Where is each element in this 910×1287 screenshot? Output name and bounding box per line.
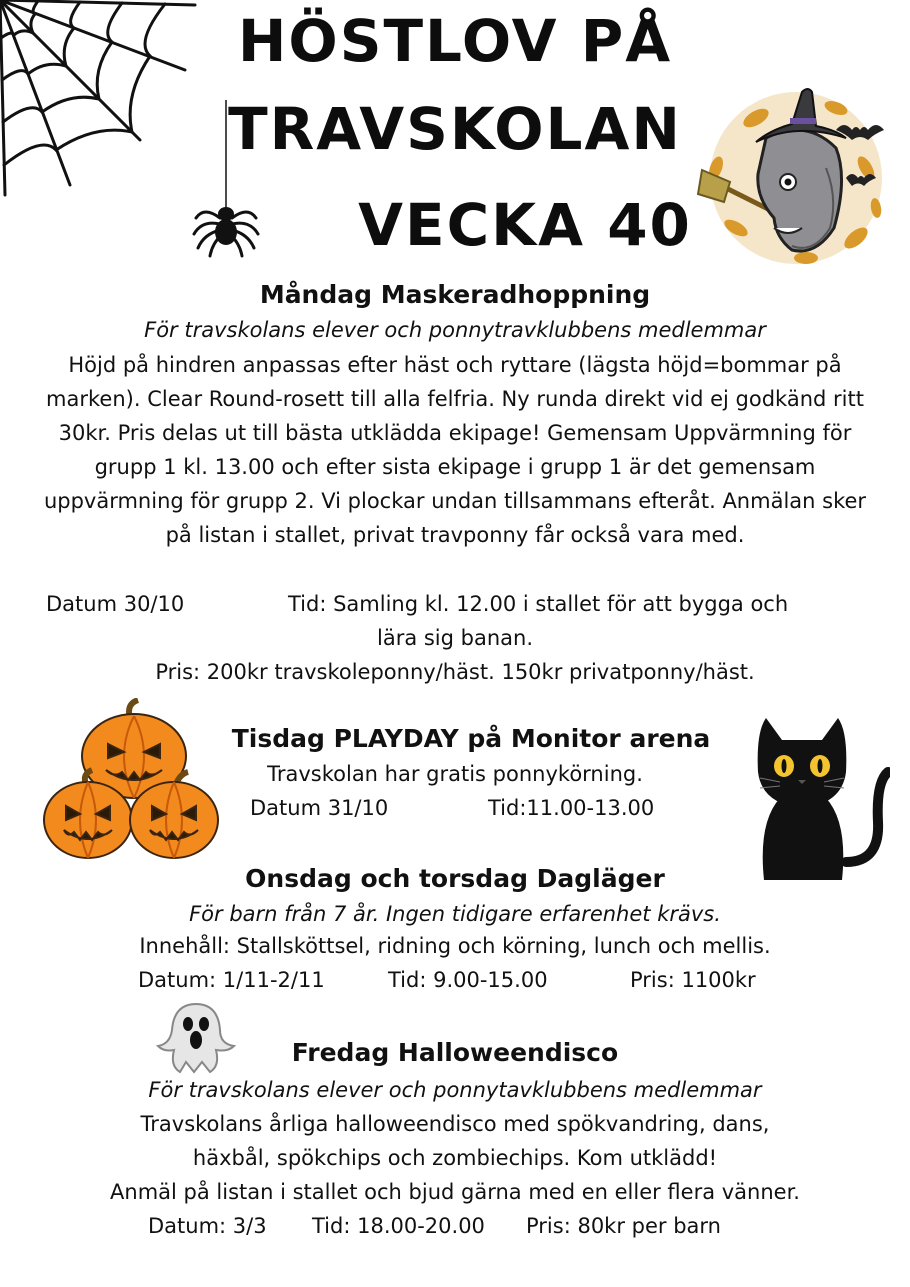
tuesday-time: Tid:11.00-13.00 [488, 796, 655, 820]
witch-horse-icon [696, 78, 892, 270]
monday-price: Pris: 200kr travskoleponny/häst. 150kr privatponny/häst. [155, 660, 755, 684]
monday-date: Datum 30/10 [46, 592, 185, 616]
friday-body-line1: Travskolans årliga halloweendisco med spökvandring, dans, [140, 1112, 770, 1136]
wednesday-price: Pris: 1100kr [630, 968, 756, 992]
monday-heading: Måndag Maskeradhoppning [259, 280, 651, 309]
friday-date: Datum: 3/3 [148, 1214, 267, 1238]
wednesday-date: Datum: 1/11-2/11 [138, 968, 325, 992]
tuesday-heading: Tisdag PLAYDAY på Monitor arena [231, 724, 711, 753]
wednesday-time: Tid: 9.00-15.00 [388, 968, 548, 992]
black-cat-icon [750, 712, 890, 882]
wednesday-body: Innehåll: Stallsköttsel, ridning och körning, lunch och mellis. [139, 934, 771, 958]
friday-body-line3: Anmäl på listan i stallet och bjud gärna med en eller flera vänner. [110, 1180, 800, 1204]
monday-time-line2: lära sig banan. [376, 626, 534, 650]
monday-body: Höjd på hindren anpassas efter häst och ryttare (lägsta höjd=bommar på marken). Clear Round-rosett till alla felfria. Ny runda direkt vid ej godkänd ritt 30kr. Pris delas ut till bästa utklädda ekipage! Gemensam Uppvärmning för grupp 1 kl. 13.00 och efter sista ekipage i grupp 1 är det gemensam uppvärmning för grupp 2. Vi plockar undan tillsammans efteråt. Anmälan sker på listan i stallet, privat travponny får också vara med. [43, 353, 867, 547]
wednesday-heading: Onsdag och torsdag Dagläger [245, 864, 665, 893]
friday-price: Pris: 80kr per barn [526, 1214, 721, 1238]
title-line-1: HÖSTLOV PÅ [237, 7, 673, 75]
title-line-3: VECKA 40 [358, 191, 692, 259]
title-line-2: TRAVSKOLAN [228, 95, 682, 163]
tuesday-date: Datum 31/10 [250, 796, 389, 820]
friday-heading: Fredag Halloweendisco [291, 1038, 619, 1067]
friday-body-line2: häxbål, spökchips och zombiechips. Kom utklädd! [192, 1146, 718, 1170]
wednesday-subtitle: För barn från 7 år. Ingen tidigare erfarenhet krävs. [189, 902, 721, 926]
tuesday-body: Travskolan har gratis ponnykörning. [267, 762, 643, 786]
friday-time: Tid: 18.00-20.00 [312, 1214, 485, 1238]
monday-subtitle: För travskolans elever och ponnytravklubbens medlemmar [144, 318, 766, 342]
monday-time-line1: Tid: Samling kl. 12.00 i stallet för att bygga och [288, 592, 789, 616]
friday-subtitle: För travskolans elever och ponnytavklubbens medlemmar [148, 1078, 762, 1102]
spider-icon [192, 100, 262, 260]
